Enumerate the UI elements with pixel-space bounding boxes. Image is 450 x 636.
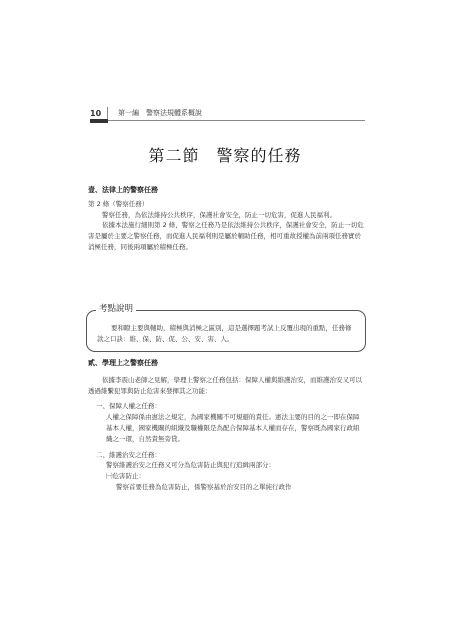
exam-note-label: 考點說明 bbox=[96, 303, 136, 316]
academic-heading: 貳、學理上之警察任務 bbox=[88, 359, 158, 367]
legal-heading: 壹、法律上的警察任務 bbox=[88, 186, 158, 194]
human-rights-text: 人權之保障係由憲法之規定，為國家機關不可規避的責任。憲法主要的目的之一即在保障基本人權，國家機關的組織及職權限是為配合保障基本人權而存在，警察既為國家行政組織之一環，自然責無旁貸。 bbox=[106, 413, 360, 443]
hazard-prevention-heading: ㈠危害防止： bbox=[106, 472, 145, 481]
exam-note-box bbox=[86, 310, 366, 352]
academic-intro: 依據李震山老師之見解，學理上警察之任務包括：保障人權與維護治安，而維護治安又可以透過維繫犯罪與防止危害來發揮其之功能： bbox=[88, 375, 362, 395]
article-label: 第 2 條（警察任務） bbox=[88, 199, 149, 208]
public-order-text: 警察維護治安之任務又可分為危害防止與犯行追緝兩部分： bbox=[106, 461, 275, 470]
article-explanation: 依據本法施行細則第 2 條，警察之任務乃是依法維持公共秩序，保護社會安全，防止一切危害是屬於主要之警察任務，而促進人民福利則是屬於輔助任務，相可重故授權為前兩項任務實於消極任務，同後兩項屬於積極任務。 bbox=[88, 221, 364, 251]
public-order-heading: 二、維護治安之任務： bbox=[96, 450, 161, 459]
running-header bbox=[90, 107, 365, 121]
academic-section bbox=[88, 358, 364, 493]
article-text: 警察任務，為依法維持公共秩序，保護社會安全，防止一切危害，促進人民福利。 bbox=[102, 210, 336, 219]
legal-section bbox=[88, 185, 364, 253]
header-mark bbox=[90, 119, 108, 123]
exam-note-text-wrap bbox=[97, 323, 355, 345]
chapter-title: 第一編 警察法規體系概說 bbox=[118, 109, 202, 117]
page-number: 10 bbox=[90, 107, 108, 120]
hazard-prevention-text: 警察首要任務為危害防止，係警察基於治安目的之單純行政作 bbox=[116, 482, 292, 491]
section-title: 第二節 警察的任務 bbox=[148, 146, 302, 165]
exam-note-text: 要和瞭主要與輔助，積極與消極之區別，這是選擇題考試上反覆出現的重點，任務條款之口訣：維、保、防、促、公、安、害、人。 bbox=[97, 324, 352, 343]
human-rights-heading: 一、保障人權之任務： bbox=[96, 402, 161, 411]
